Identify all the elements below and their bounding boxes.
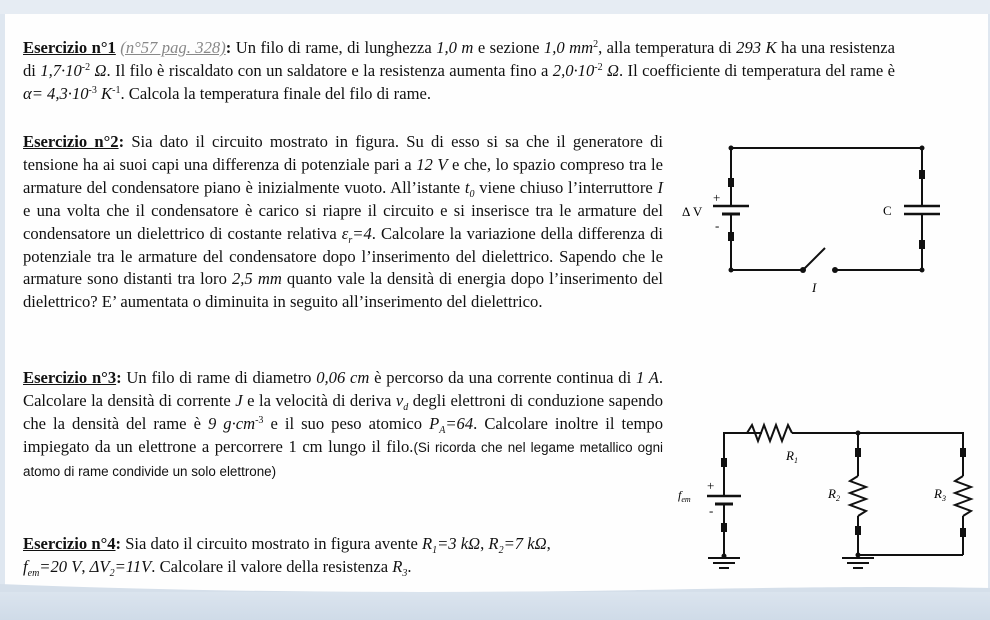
exercise-3: Esercizio n°3: Un filo di rame di diametro 0,06 cm è percorso da una corrente continua di 1 A. Calcolare la densità di corrente J e la velocità di deriva $v_d$ degli elettroni di conduzione sapendo che la densità del rame è 9 $g\cdot cm^{-3}$ e il suo peso atomico $P_A=64$. Calcolare inoltre il tempo impiegato da un elettrone a percorrere 1 cm lungo il filo.(Si ricorda che nel legame metallico ogni atomo di rame condivide un solo elettrone): [23, 368, 663, 479]
r2-label: $R_2$: [828, 486, 840, 503]
circuit-2-wire-top-left: [724, 433, 747, 478]
voltage-label: Δ V: [682, 204, 703, 219]
switch-pivot: [800, 267, 806, 273]
resistor-r3: [955, 476, 971, 516]
capacitor-label: C: [883, 203, 892, 218]
footer-band: [0, 592, 990, 620]
circuit-2-diagram: [672, 418, 982, 583]
exercise-1-reference: (n°57 pag. 328): [120, 38, 226, 57]
top-band: [0, 0, 990, 14]
exercise-3-note: (Si ricorda che nel legame metallico ogni atomo di rame condivide un solo elettrone): [23, 439, 663, 479]
fem-minus: -: [709, 503, 714, 518]
fem-label: $f_{em}$: [678, 488, 691, 504]
r3-label: $R_3$: [934, 486, 946, 503]
exercise-2-title: Esercizio n°2: [23, 132, 119, 151]
circuit-2-wire-top-right: [822, 433, 963, 476]
resistor-r2: [850, 476, 866, 516]
circuit-1-diagram: [675, 140, 975, 295]
exercise-4-title: Esercizio n°4: [23, 534, 116, 553]
switch-contact: [832, 267, 838, 273]
exercise-3-title: Esercizio n°3: [23, 368, 117, 387]
exercise-4: Esercizio n°4: Sia dato il circuito mostrato in figura avente $R_1=3$ kΩ, $R_2=7$ kΩ, $f_{em}=20$ V, $\Delta V_2=11V$. Calcolare il valore della resistenza $R_3$.: [23, 534, 551, 579]
circuit-1-switch-blade: [803, 248, 825, 270]
battery-plus: +: [713, 190, 721, 205]
battery-minus: -: [715, 218, 720, 233]
fem-plus: +: [707, 478, 715, 493]
switch-label: I: [812, 280, 817, 295]
exercise-1-title: Esercizio n°1: [23, 38, 116, 57]
exercise-2: Esercizio n°2: Sia dato il circuito mostrato in figura. Su di esso si sa che il generatore di tensione ha ai suoi capi una differenza di potenziale pari a 12 V e che, lo spazio compreso tra le armature del condensatore piano è inizialmente vuoto. All’istante $t_0$ viene chiuso l’interruttore I e una volta che il condensatore è carico si riapre il circuito e si inserisce tra le armature del condensatore un dielettrico di costante relativa $\varepsilon_r=4$. Calcolare la variazione della differenza di potenziale tra le armature del condensatore dopo l’inserimento del dielettrico. Sapendo che le armature sono distanti tra loro 2,5 mm quanto vale la densità di energia dopo l’inserimento del dielettrico? E’ aumentata o diminuita in seguito all’inserimento del dielettrico.: [23, 132, 664, 312]
exercise-1: Esercizio n°1 (n°57 pag. 328): Un filo di rame, di lunghezza 1,0 m e sezione 1,0 $mm^2$, alla temperatura di 293 K ha una resistenza di $1,7\cdot 10^{-2}$ Ω. Il filo è riscaldato con un saldatore e la resistenza aumenta fino a $2,0\cdot 10^{-2}$ Ω. Il coefficiente di temperatura del rame è $\alpha= 4,3\cdot 10^{-3}$ $K^{-1}$. Calcola la temperatura finale del filo di rame.: [23, 38, 896, 103]
r1-label: $R_1$: [786, 448, 798, 465]
circuit-1-wire-top: [731, 148, 922, 188]
